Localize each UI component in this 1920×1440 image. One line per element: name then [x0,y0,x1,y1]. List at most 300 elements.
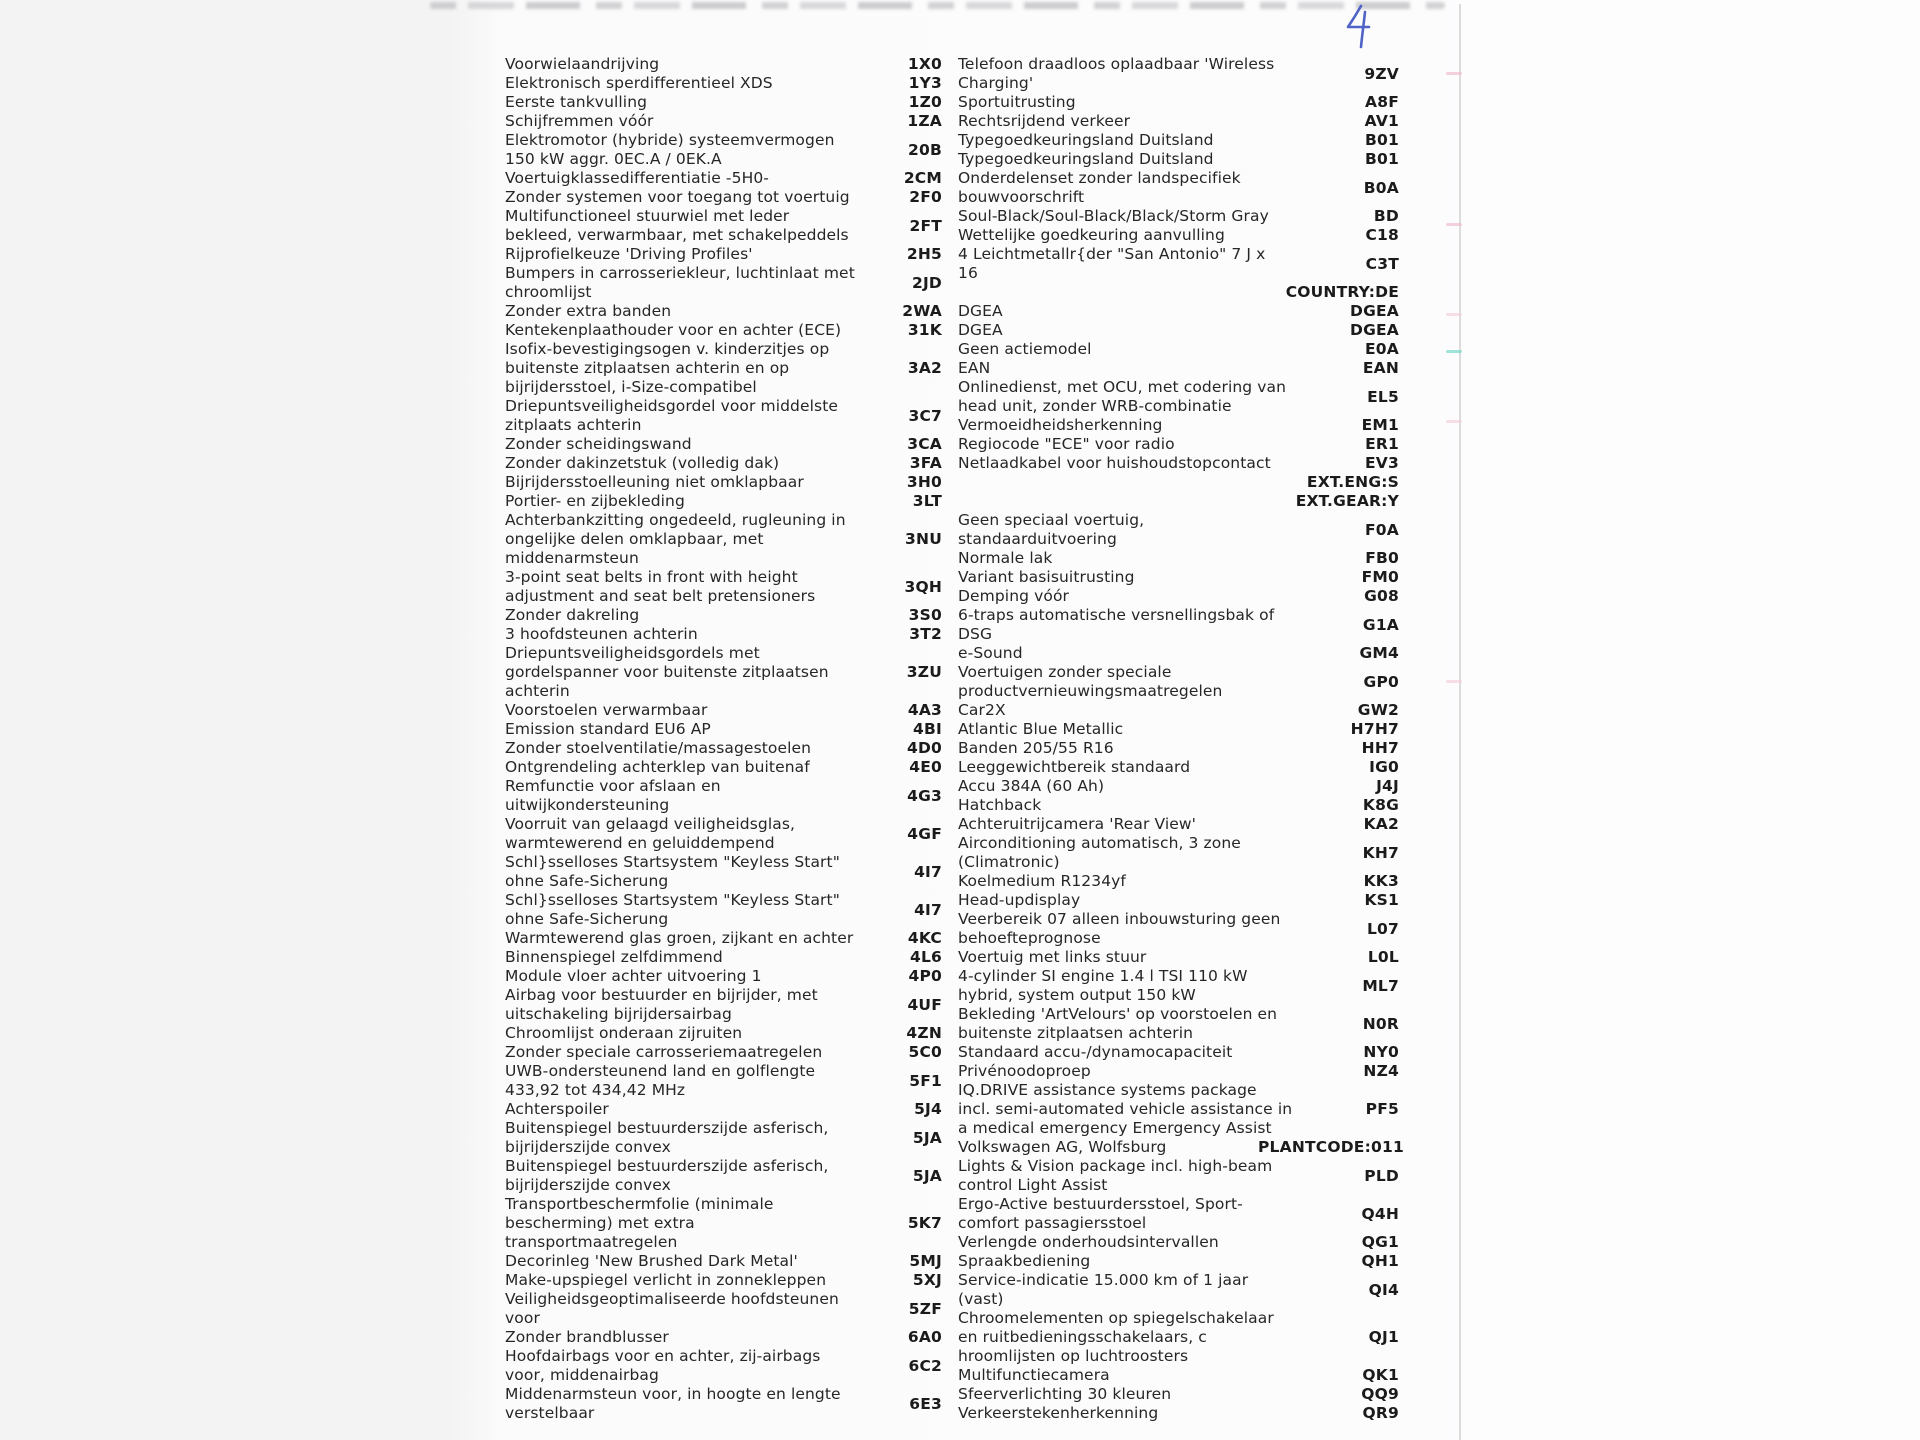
option-description [505,264,897,302]
option-code: 5JA [912,1128,942,1147]
option-description-line: Remfunctie voor afslaan en [505,777,721,795]
option-description-line: Atlantic Blue Metallic [958,720,1124,738]
option-description [958,511,1258,549]
option-entry [505,264,942,302]
option-description [505,397,897,435]
option-description-line: Airconditioning automatisch, 3 zone [958,834,1241,852]
option-code: G08 [1364,587,1399,605]
option-description-line: Zonder speciale carrosseriemaatregelen [505,1043,823,1061]
option-code: J4J [1376,777,1399,795]
option-description-line: voor [505,1309,540,1327]
option-description [958,435,1258,454]
option-entry [958,568,1399,587]
option-description-line: hroomlijsten op luchtroosters [958,1347,1189,1365]
option-description-line: head unit, zonder WRB-combinatie [958,397,1232,415]
option-code: PLD [1364,1166,1399,1185]
option-description-line: Charging' [958,74,1034,92]
option-description [958,1043,1258,1062]
option-description-line: Multifunctiecamera [958,1366,1110,1384]
option-description [958,302,1258,321]
option-code: EM1 [1361,416,1399,434]
option-entry [958,93,1399,112]
option-entry [958,245,1399,283]
option-description-line: Verlengde onderhoudsintervallen [958,1233,1219,1251]
option-entry [505,169,942,188]
option-code: 1X0 [907,55,942,73]
option-description [505,568,897,606]
option-description [958,663,1258,701]
option-code: 2F0 [909,188,942,206]
option-code: 3CA [907,435,942,453]
option-code: QQ9 [1361,1385,1399,1403]
option-code: 1Z0 [908,93,942,111]
option-description [505,701,897,720]
option-entry [505,207,942,245]
option-description-line: Sportuitrusting [958,93,1076,111]
option-description [958,416,1258,435]
option-entry [958,511,1399,549]
option-entry [505,511,942,568]
option-entry [958,283,1399,302]
option-description [505,891,897,929]
option-description-line: EAN [958,359,991,377]
option-description [505,758,897,777]
option-entry [505,986,942,1024]
option-description-line: Zonder extra banden [505,302,672,320]
option-description-line: Zonder dakinzetstuk (volledig dak) [505,454,780,472]
option-entry [958,169,1399,207]
option-entry [958,1195,1399,1233]
option-code: GW2 [1357,701,1399,719]
option-entry [505,967,942,986]
option-entry [958,739,1399,758]
option-description [505,1100,897,1119]
option-description-line: Zonder stoelventilatie/massagestoelen [505,739,812,757]
option-description-line: uitschakeling bijrijdersairbag [505,1005,732,1023]
option-description-line: (vast) [958,1290,1004,1308]
option-description [505,929,897,948]
option-description-line: zitplaats achterin [505,416,642,434]
option-description-line: bijrijderszijde convex [505,1138,671,1156]
option-description [505,720,897,739]
option-description-line: DGEA [958,321,1003,339]
option-description-line: DGEA [958,302,1003,320]
option-code: GM4 [1359,644,1399,662]
option-code: N0R [1362,1014,1399,1033]
option-description [958,321,1258,340]
option-description-line: buitenste zitplaatsen achterin en op [505,359,790,377]
option-code: PF5 [1365,1100,1399,1118]
option-entry [505,891,942,929]
option-description-line: Wettelijke goedkeuring aanvulling [958,226,1225,244]
option-description [958,758,1258,777]
option-description [958,359,1258,378]
option-description-line: gordelspanner voor buitenste zitplaatsen [505,663,829,681]
option-description [505,948,897,967]
option-description-line: Bijrijdersstoelleuning niet omklapbaar [505,473,804,491]
option-description [505,1195,897,1252]
option-description [505,1347,897,1385]
option-code: 3C7 [908,406,942,425]
option-description-line: bekleed, verwarmbaar, met schakelpeddels [505,226,849,244]
option-entry [505,1195,942,1252]
option-code: QH1 [1361,1252,1399,1270]
option-description-line: control Light Assist [958,1176,1108,1194]
option-description-line: bescherming) met extra [505,1214,695,1232]
option-entry [958,758,1399,777]
option-entry [958,606,1399,644]
option-code: 1ZA [907,112,942,130]
option-code: E0A [1365,340,1399,358]
scan-mark [1446,420,1462,423]
option-code: NZ4 [1363,1062,1399,1080]
option-code: PLANTCODE:011 [1258,1138,1404,1156]
option-description-line: Onlinedienst, met OCU, met codering van [958,378,1287,396]
option-description-line: Typegoedkeuringsland Duitsland [958,150,1214,168]
option-description-line [958,473,1258,492]
option-description-line: Middenarmsteun voor, in hoogte en lengte [505,1385,841,1403]
option-description-line: Driepuntsveiligheidsgordel voor middelste [505,397,839,415]
option-description-line: 6-traps automatische versnellingsbak of [958,606,1275,624]
option-description-line: Ontgrendeling achterklep van buitenaf [505,758,810,776]
option-entry [505,397,942,435]
option-description-line: 433,92 tot 434,42 MHz [505,1081,686,1099]
option-description [958,701,1258,720]
option-code: 4I7 [914,900,942,919]
option-code: QJ1 [1368,1328,1399,1346]
option-description [505,1385,897,1423]
option-description-line: Geen speciaal voertuig, [958,511,1145,529]
option-entry [958,55,1399,93]
option-code: 4E0 [909,758,942,776]
option-description-line: Transportbeschermfolie (minimale [505,1195,774,1213]
option-code: 2WA [902,302,942,320]
option-entry [505,1347,942,1385]
option-code: 5F1 [909,1071,942,1090]
option-description-line: Spraakbediening [958,1252,1091,1270]
option-code: 3A2 [907,359,942,377]
scan-mark [1446,313,1462,316]
option-description [505,473,897,492]
option-entry [505,1100,942,1119]
option-description [505,112,897,131]
option-code: 4A3 [907,701,942,719]
option-code: KH7 [1362,843,1399,862]
option-entry [958,473,1399,492]
option-code: 1Y3 [908,74,942,92]
option-description [958,93,1258,112]
option-entry [958,454,1399,473]
option-description-line: transportmaatregelen [505,1233,678,1251]
option-code: KK3 [1363,872,1399,890]
option-entry [505,188,942,207]
option-entry [958,1043,1399,1062]
option-description [958,834,1258,872]
option-description-line: Hatchback [958,796,1042,814]
option-entry [958,1404,1399,1423]
option-description-line: Voertuig met links stuur [958,948,1147,966]
option-description [958,1366,1258,1385]
option-entry [958,967,1399,1005]
option-description-line: Hoofdairbags voor en achter, zij-airbags [505,1347,821,1365]
option-description-line: Elektronisch sperdifferentieel XDS [505,74,773,92]
option-description-line: adjustment and seat belt pretensioners [505,587,816,605]
option-description [505,967,897,986]
option-description [958,815,1258,834]
option-code: C18 [1365,226,1399,244]
option-description [958,739,1258,758]
option-entry [505,112,942,131]
option-entry [958,948,1399,967]
option-description [958,1138,1258,1157]
option-entry [505,625,942,644]
option-description-line: Achterspoiler [505,1100,609,1118]
option-entry [958,549,1399,568]
option-description-line: Schl}sselloses Startsystem "Keyless Start" [505,891,840,909]
option-description-line: a medical emergency Emergency Assist [958,1119,1272,1137]
option-entry [505,1157,942,1195]
option-description-line: (Climatronic) [958,853,1060,871]
option-description [958,55,1275,93]
option-description-line: Variant basisuitrusting [958,568,1135,586]
option-entry [505,1043,942,1062]
option-code: 4ZN [906,1024,942,1042]
scan-mark [1446,72,1462,75]
option-description [958,796,1258,815]
option-entry [505,245,942,264]
option-entry [505,74,942,93]
option-description-line: Voertuigklassedifferentiatie -5H0- [505,169,769,187]
option-entry [958,492,1399,511]
option-description [505,986,897,1024]
option-code: 3T2 [909,625,942,643]
option-code: 31K [907,321,942,339]
option-description [958,948,1258,967]
option-entry [958,1252,1399,1271]
option-code: EV3 [1365,454,1399,472]
option-entry [958,587,1399,606]
option-description [505,1328,897,1347]
option-code: 4GF [907,824,942,843]
option-description-line: uitwijkondersteuning [505,796,670,814]
option-description [958,245,1266,283]
option-code: L07 [1366,919,1399,938]
option-description-line: warmtewerend en geluiddempend [505,834,775,852]
option-description-line: incl. semi-automated vehicle assistance in [958,1100,1293,1118]
option-description-line: Chroomlijst onderaan zijruiten [505,1024,743,1042]
option-description [958,492,1258,511]
option-description-line: Telefoon draadloos oplaadbaar 'Wireless [958,55,1275,73]
option-description-line: buitenste zitplaatsen achterin [958,1024,1194,1042]
option-entry [958,378,1399,416]
handwritten-4-glyph [1340,0,1384,56]
option-code: AV1 [1364,112,1399,130]
option-code: F0A [1365,520,1399,539]
options-column-left [505,55,942,1423]
option-description [958,1385,1258,1404]
option-description [958,891,1258,910]
option-code: EL5 [1367,387,1399,406]
option-description-line: Typegoedkeuringsland Duitsland [958,131,1214,149]
option-code: 3QH [904,577,942,596]
option-code: NY0 [1363,1043,1399,1061]
option-entry [958,872,1399,891]
option-description [505,302,897,321]
option-entry [505,454,942,473]
option-code: H7H7 [1350,720,1399,738]
option-description-line: Standaard accu-/dynamocapaciteit [958,1043,1233,1061]
option-description [505,131,897,169]
option-description-line: Voorruit van gelaagd veiligheidsglas, [505,815,796,833]
option-code: K8G [1362,796,1399,814]
option-description-line: Buitenspiegel bestuurderszijde asferisch, [505,1119,829,1137]
option-description [958,872,1258,891]
option-description-line: bijrijderszijde convex [505,1176,671,1194]
option-code: ER1 [1365,435,1399,453]
option-code: 5ZF [908,1299,942,1318]
option-code: 5JA [912,1166,942,1185]
option-entry [505,758,942,777]
option-description [505,74,897,93]
option-description-line: Driepuntsveiligheidsgordels met [505,644,760,662]
option-code: 3H0 [906,473,942,491]
option-code: 3NU [905,530,942,548]
option-code: 4BI [913,720,942,738]
option-description-line: bouwvoorschrift [958,188,1085,206]
option-description [958,1081,1293,1138]
option-description [958,1157,1273,1195]
option-description [505,435,897,454]
option-description [505,644,897,701]
option-entry [958,359,1399,378]
option-description-line: Warmtewerend glas groen, zijkant en achter [505,929,854,947]
option-code: QK1 [1362,1366,1399,1384]
option-code: B01 [1365,131,1399,149]
option-description-line: Module vloer achter uitvoering 1 [505,967,762,985]
option-description-line: 3 hoofdsteunen achterin [505,625,698,643]
option-description-line: Emission standard EU6 AP [505,720,711,738]
option-entry [505,606,942,625]
option-code: B01 [1365,150,1399,168]
option-description [958,169,1258,207]
option-description-line: Schijfremmen vóór [505,112,654,130]
option-entry [958,701,1399,720]
option-description [958,150,1258,169]
option-description [958,1195,1258,1233]
option-code: 4L6 [909,948,942,966]
option-description [958,1271,1258,1309]
option-description [958,226,1258,245]
option-description-line: Achterbankzitting ongedeeld, rugleuning in [505,511,846,529]
option-code: 5XJ [912,1271,942,1289]
option-description-line: 3-point seat belts in front with height [505,568,798,586]
option-code: 5C0 [908,1043,942,1061]
options-column-right [958,55,1404,1423]
scan-edge-smudge [430,2,1445,9]
option-description [505,340,897,397]
option-description [958,549,1258,568]
option-entry [505,93,942,112]
option-description [958,1404,1258,1423]
option-entry [505,1328,942,1347]
option-description-line: Vermoeidheidsherkenning [958,416,1163,434]
option-description-line: Zonder scheidingswand [505,435,692,453]
option-code: 4D0 [906,739,942,757]
option-description-line: Car2X [958,701,1006,719]
option-entry [505,1252,942,1271]
option-code: 3LT [912,492,942,510]
option-description-line: Lights & Vision package incl. high-beam [958,1157,1273,1175]
option-code: COUNTRY:DE [1285,283,1399,301]
option-description-line: Privénoodoproep [958,1062,1091,1080]
option-code: BD [1373,207,1399,225]
option-description [958,1309,1274,1366]
option-entry [958,1062,1399,1081]
option-entry [505,1385,942,1423]
option-description [505,1043,897,1062]
option-description [958,131,1258,150]
option-code: QG1 [1361,1233,1399,1251]
option-description-line: Schl}sselloses Startsystem "Keyless Start" [505,853,840,871]
option-description [505,1062,897,1100]
option-description-line: Chroomelementen op spiegelschakelaar [958,1309,1274,1327]
option-code: 3S0 [908,606,942,624]
option-description-line: Head-updisplay [958,891,1081,909]
option-entry [958,1157,1399,1195]
option-entry [958,207,1399,226]
option-description-line: productvernieuwingsmaatregelen [958,682,1223,700]
option-code: Q4H [1361,1204,1399,1223]
option-description [958,967,1258,1005]
option-entry [505,929,942,948]
option-code: 4I7 [914,862,942,881]
option-description-line: behoefteprognose [958,929,1101,947]
option-description [505,853,897,891]
option-entry [958,302,1399,321]
option-code: C3T [1365,254,1399,273]
option-code: G1A [1362,615,1399,634]
option-description-line: Normale lak [958,549,1053,567]
option-description-line: Eerste tankvulling [505,93,648,111]
option-description [505,1252,897,1271]
option-description-line: Leeggewichtbereik standaard [958,758,1191,776]
option-description-line: middenarmsteun [505,549,639,567]
option-entry [505,948,942,967]
option-description-line: voor, middenairbag [505,1366,659,1384]
option-description [505,55,897,74]
option-entry [958,226,1399,245]
option-description-line: Voorstoelen verwarmbaar [505,701,708,719]
option-description-line: 16 [958,264,978,282]
option-description-line: Ergo-Active bestuurdersstoel, Sport- [958,1195,1243,1213]
option-description-line: Rijprofielkeuze 'Driving Profiles' [505,245,753,263]
option-description [958,777,1258,796]
option-code: HH7 [1361,739,1399,757]
option-code: 5MJ [909,1252,942,1270]
option-code: EAN [1362,359,1399,377]
option-code: 20B [908,140,942,159]
option-code: ML7 [1362,976,1399,995]
option-description-line: comfort passagiersstoel [958,1214,1147,1232]
option-description-line: Rechtsrijdend verkeer [958,112,1131,130]
option-description-line: Elektromotor (hybride) systeemvermogen [505,131,835,149]
option-description [958,283,1258,302]
option-code: 9ZV [1364,64,1399,83]
option-description-line: Onderdelenset zonder landspecifiek [958,169,1241,187]
option-description [505,625,897,644]
option-entry [505,1119,942,1157]
option-code: QR9 [1362,1404,1399,1422]
